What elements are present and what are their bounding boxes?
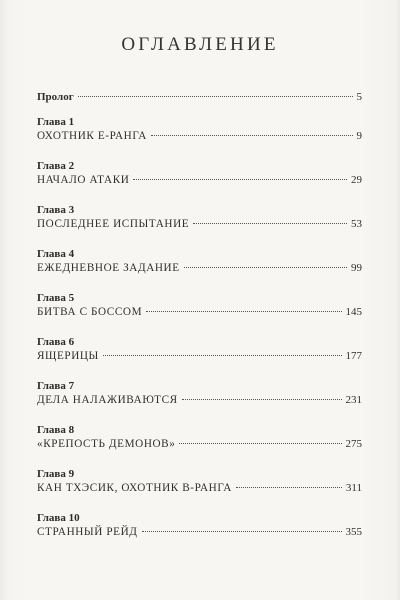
dot-leader (133, 179, 347, 180)
chapter-page: 29 (351, 174, 362, 186)
toc-entry-prologue[interactable] (37, 90, 362, 104)
toc-entry-chapter-8[interactable] (37, 424, 362, 451)
dot-leader (236, 487, 342, 488)
toc-entry-chapter-7[interactable] (37, 380, 362, 407)
toc-entry-chapter-3[interactable] (37, 204, 362, 231)
toc-entry-chapter-5[interactable] (37, 292, 362, 319)
chapter-label: Глава 5 (37, 292, 75, 304)
chapter-page: 145 (345, 306, 362, 318)
prologue-title: Пролог (37, 91, 74, 103)
dot-leader (193, 223, 347, 224)
chapter-title: ПОСЛЕДНЕЕ ИСПЫТАНИЕ (37, 218, 190, 230)
toc-entry-chapter-4[interactable] (37, 248, 362, 275)
dot-leader (179, 443, 341, 444)
chapter-page: 311 (345, 482, 362, 494)
chapter-page: 53 (351, 218, 362, 230)
chapter-title: БИТВА С БОССОМ (37, 306, 143, 318)
toc-entry-chapter-10[interactable] (37, 512, 362, 539)
chapter-label: Глава 8 (37, 424, 75, 436)
table-of-contents (37, 90, 362, 539)
chapter-title: ОХОТНИК Е-РАНГА (37, 130, 147, 142)
chapter-label: Глава 3 (37, 204, 75, 216)
chapter-title: ДЕЛА НАЛАЖИВАЮТСЯ (37, 394, 178, 406)
chapter-label: Глава 1 (37, 116, 75, 128)
toc-entry-chapter-9[interactable] (37, 468, 362, 495)
chapter-title: ЕЖЕДНЕВНОЕ ЗАДАНИЕ (37, 262, 180, 274)
chapter-page: 231 (345, 394, 362, 406)
dot-leader (103, 355, 342, 356)
dot-leader (182, 399, 342, 400)
chapter-title: КАН ТХЭСИК, ОХОТНИК В-РАНГА (37, 482, 232, 494)
chapter-title: ЯЩЕРИЦЫ (37, 350, 99, 362)
chapter-label: Глава 10 (37, 512, 80, 524)
chapter-label: Глава 7 (37, 380, 75, 392)
chapter-title: «КРЕПОСТЬ ДЕМОНОВ» (37, 438, 176, 450)
dot-leader (78, 96, 353, 97)
dot-leader (151, 135, 353, 136)
chapter-title: СТРАННЫЙ РЕЙД (37, 526, 138, 538)
toc-entry-chapter-6[interactable] (37, 336, 362, 363)
dot-leader (184, 267, 347, 268)
toc-entry-chapter-1[interactable] (37, 116, 362, 143)
chapter-label: Глава 6 (37, 336, 75, 348)
prologue-page: 5 (356, 91, 362, 103)
chapter-page: 177 (345, 350, 362, 362)
dot-leader (142, 531, 342, 532)
toc-heading: ОГЛАВЛЕНИЕ (121, 34, 279, 55)
dot-leader (146, 311, 341, 312)
chapter-page: 275 (345, 438, 362, 450)
chapter-title: НАЧАЛО АТАКИ (37, 174, 130, 186)
chapter-page: 99 (351, 262, 362, 274)
chapter-label: Глава 2 (37, 160, 75, 172)
chapter-label: Глава 4 (37, 248, 75, 260)
chapter-label: Глава 9 (37, 468, 75, 480)
toc-entry-chapter-2[interactable] (37, 160, 362, 187)
chapter-page: 355 (345, 526, 362, 538)
chapter-page: 9 (356, 130, 362, 142)
